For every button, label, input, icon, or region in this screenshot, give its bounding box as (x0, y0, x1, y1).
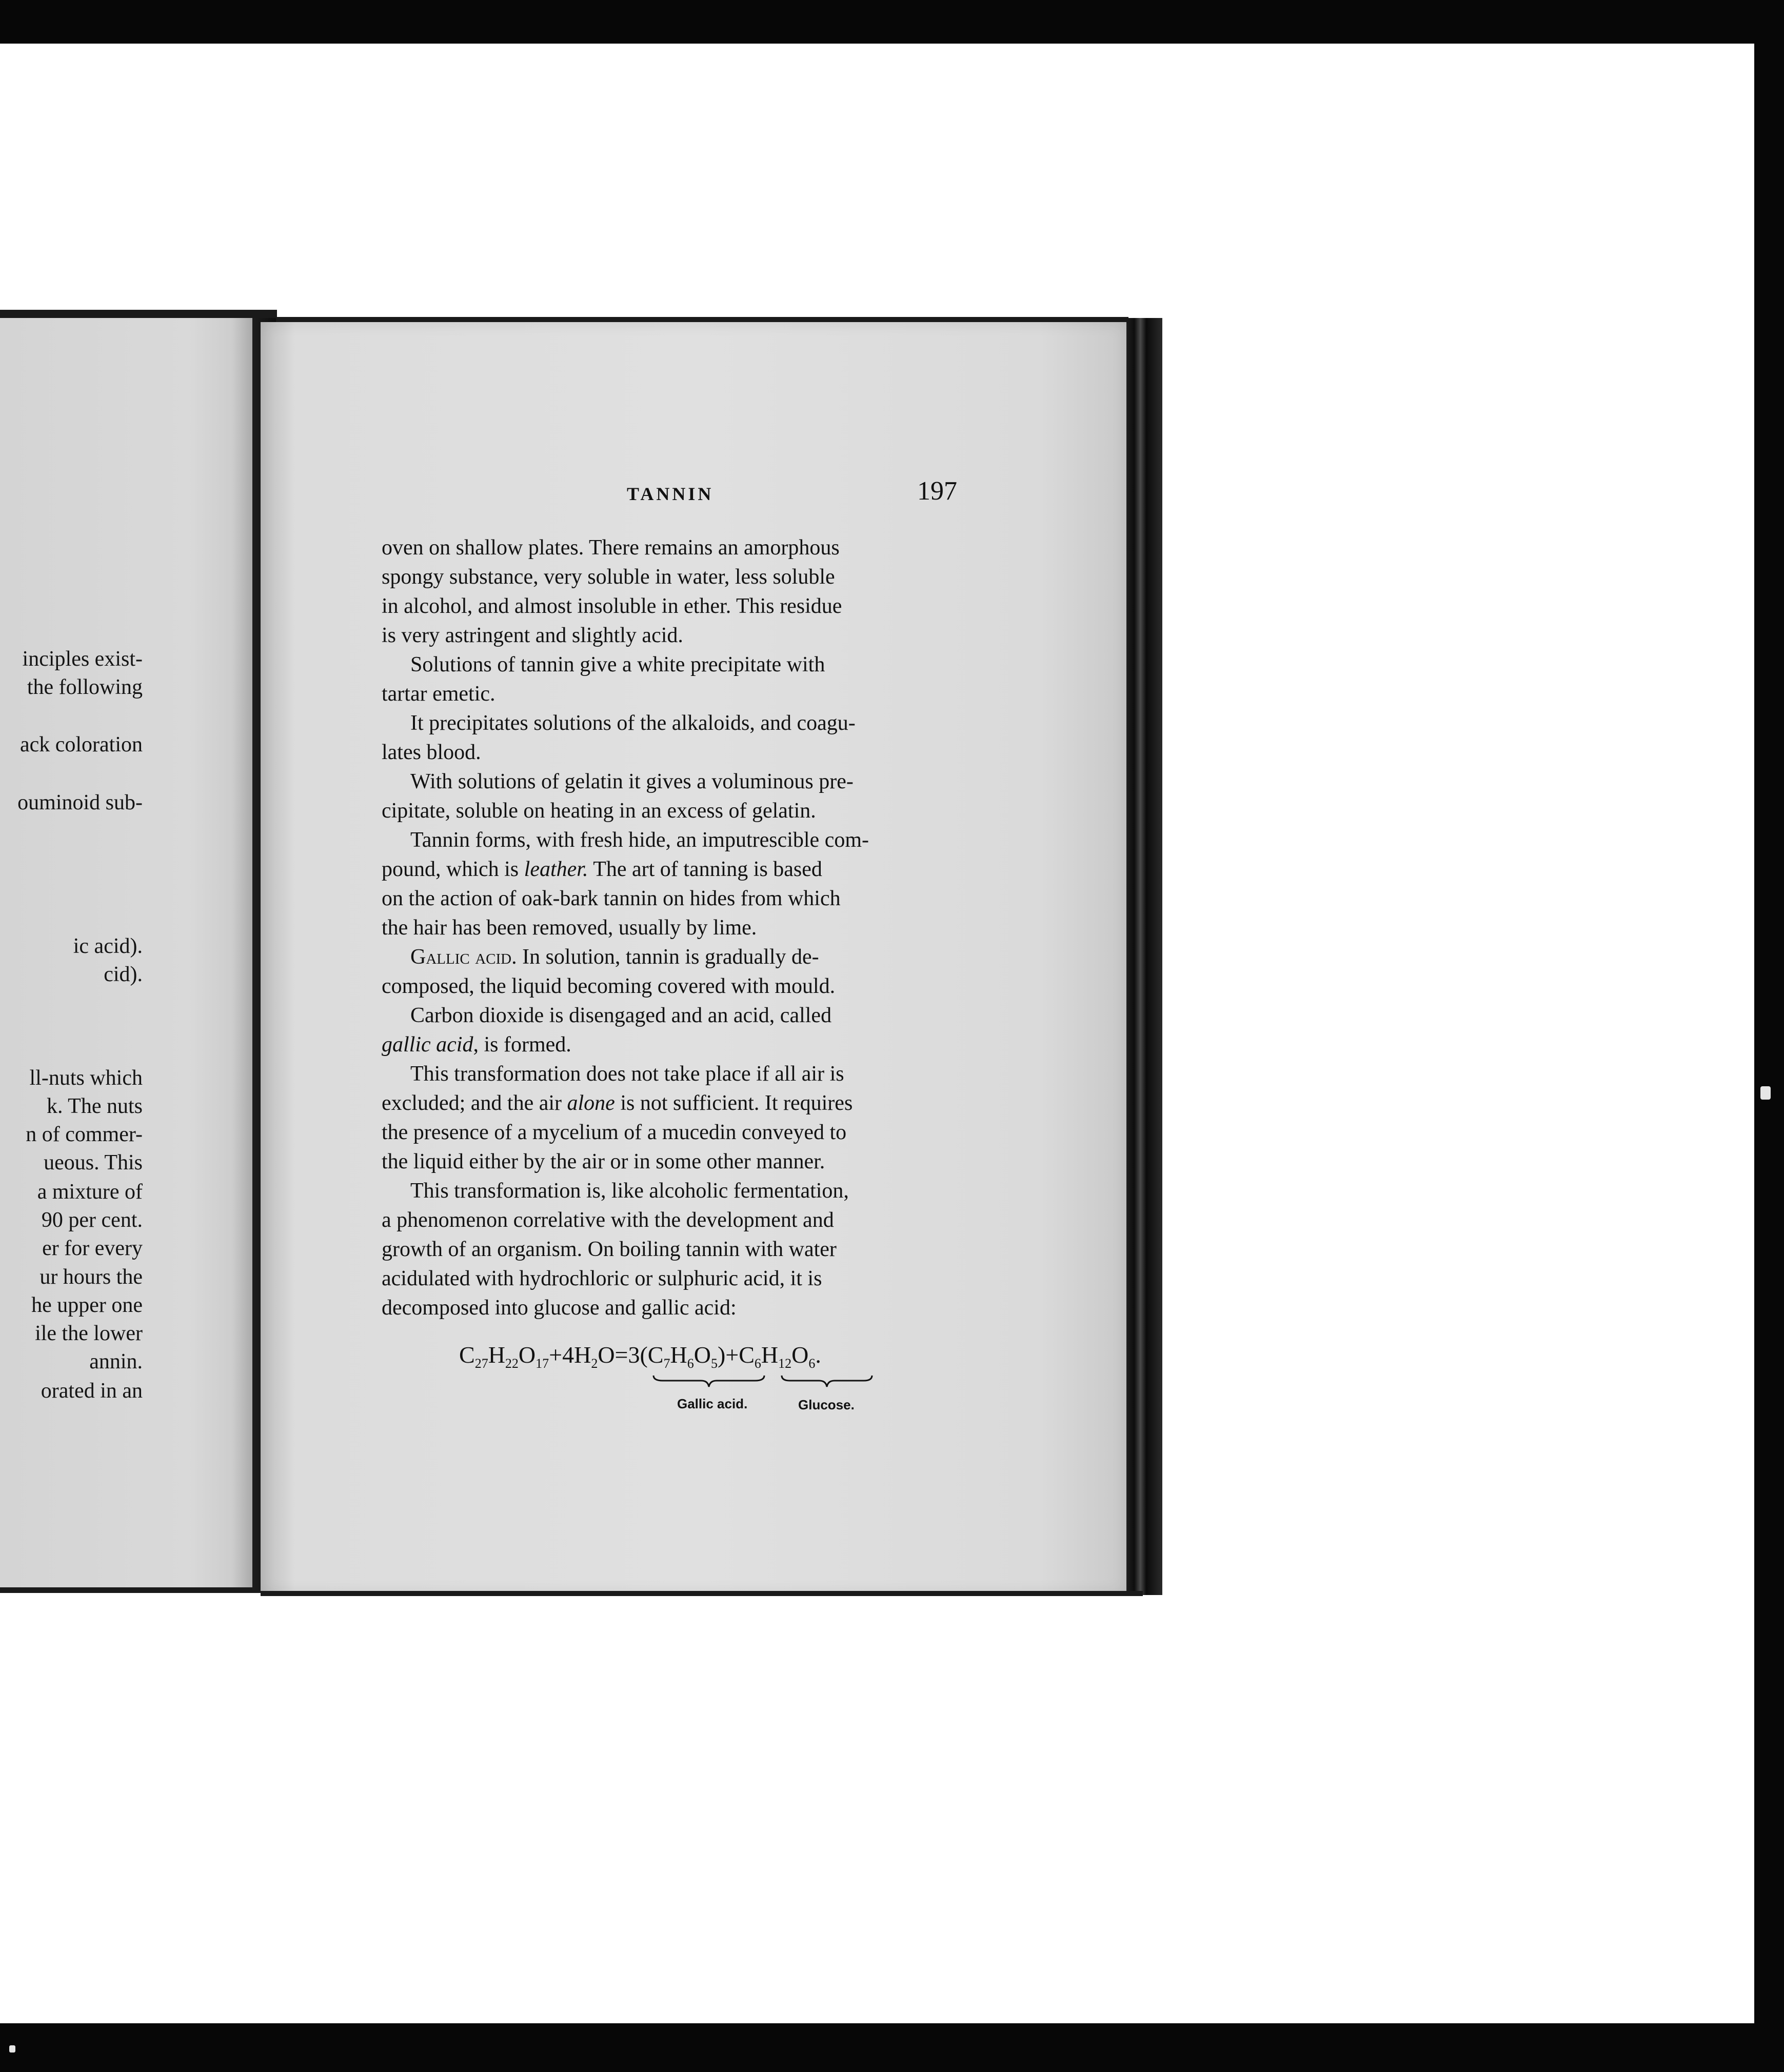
text-line: on the action of oak-bark tannin on hides from which (382, 887, 841, 910)
formula-sub: 22 (505, 1356, 519, 1371)
left-fragment: he upper one (31, 1293, 143, 1317)
text-line: the presence of a mycelium of a mucedin conveyed to (382, 1121, 847, 1144)
left-fragment: inciples exist- (22, 647, 143, 671)
formula-part: +4H (549, 1342, 591, 1368)
text-line: Tannin forms, with fresh hide, an imputrescible com- (410, 828, 869, 852)
formula-part: . (815, 1342, 821, 1368)
formula-part: O (693, 1342, 711, 1368)
text-line: acidulated with hydrochloric or sulphuric acid, it is (382, 1267, 822, 1290)
left-fragment: ouminoid sub- (17, 791, 143, 814)
text-run: , is formed. (473, 1033, 571, 1057)
text-line (382, 855, 959, 884)
left-page (0, 318, 252, 1587)
text-line: This transformation is, like alcoholic fermentation, (410, 1179, 849, 1203)
formula-sub: 6 (754, 1356, 761, 1371)
left-fragment: the following (27, 675, 143, 699)
formula-part: H (670, 1342, 687, 1368)
text-line: is very astringent and slightly acid. (382, 624, 683, 647)
text-line: a phenomenon correlative with the development and (382, 1208, 834, 1232)
underbrace-gallic (652, 1374, 765, 1388)
text-run: The art of tanning is based (588, 858, 822, 881)
text-line: composed, the liquid becoming covered with mould. (382, 974, 836, 998)
text-line: Carbon dioxide is disengaged and an acid, called (410, 1004, 832, 1027)
text-line: the hair has been removed, usually by lime. (382, 916, 757, 940)
left-fragment: er for every (42, 1237, 143, 1260)
formula-part: O (518, 1342, 536, 1368)
left-fragment: 90 per cent. (41, 1208, 143, 1232)
formula-sub: 7 (663, 1356, 670, 1371)
scan-speck (9, 2045, 15, 2053)
text-run: pound, which is (382, 858, 524, 881)
label-gallic-acid: Gallic acid. (677, 1396, 748, 1411)
top-black-band (0, 0, 1784, 44)
text-line: lates blood. (382, 741, 481, 764)
text-line: in alcohol, and almost insoluble in ether. This residue (382, 594, 842, 618)
left-fragment: a mixture of (37, 1180, 143, 1204)
left-fragment: ueous. This (44, 1151, 143, 1174)
text-run: In solution, tannin is gradually de- (517, 945, 819, 969)
right-black-band (1754, 0, 1784, 2072)
text-line: It precipitates solutions of the alkaloids, and coagu- (410, 711, 856, 735)
left-fragment: ile the lower (35, 1322, 143, 1345)
emphasis-alone: alone (567, 1091, 615, 1115)
underbrace-glucose (781, 1374, 873, 1388)
formula-sub: 5 (710, 1356, 718, 1371)
formula-sub: 12 (778, 1356, 792, 1371)
text-line: spongy substance, very soluble in water, less soluble (382, 565, 835, 589)
left-fragment: k. The nuts (46, 1094, 143, 1118)
formula-part: H (761, 1342, 779, 1368)
text-line: With solutions of gelatin it gives a voluminous pre- (410, 770, 854, 793)
bottom-black-band (0, 2023, 1784, 2072)
formula-sub: 27 (474, 1356, 488, 1371)
text-line: the liquid either by the air or in some other manner. (382, 1150, 825, 1173)
left-fragment: annin. (89, 1350, 143, 1373)
text-line: decomposed into glucose and gallic acid: (382, 1296, 737, 1320)
left-fragment: cid). (104, 963, 143, 986)
formula-sub: 6 (687, 1356, 694, 1371)
left-fragment: ll-nuts which (29, 1066, 143, 1090)
formula-part: O=3(C (598, 1342, 664, 1368)
formula-part: O (791, 1342, 809, 1368)
running-head: TANNIN (627, 484, 714, 504)
book-page-edges (1122, 318, 1162, 1595)
formula-part: H (488, 1342, 505, 1368)
formula-sub: 6 (808, 1356, 816, 1371)
section-heading-gallic-acid: Gallic acid. (410, 945, 517, 969)
chemical-equation (459, 1341, 821, 1371)
formula-part: C (459, 1342, 475, 1368)
text-line: tartar emetic. (382, 682, 495, 706)
text-line: Solutions of tannin give a white precipitate with (410, 653, 825, 676)
left-fragment: ur hours the (39, 1265, 143, 1289)
label-glucose: Glucose. (798, 1397, 855, 1412)
emphasis-gallic-acid: gallic acid (382, 1033, 473, 1057)
text-run: excluded; and the air (382, 1091, 567, 1115)
text-line (382, 943, 959, 972)
text-line: growth of an organism. On boiling tannin with water (382, 1238, 837, 1261)
page-number: 197 (917, 476, 957, 506)
left-fragment: ack coloration (19, 733, 143, 756)
formula-sub: 2 (591, 1356, 598, 1371)
formula-sub: 17 (536, 1356, 549, 1371)
emphasis-leather: leather. (524, 858, 588, 881)
text-line: cipitate, soluble on heating in an excess of gelatin. (382, 799, 816, 823)
text-line (382, 1030, 959, 1060)
formula-part: )+C (717, 1342, 755, 1368)
left-fragment: orated in an (41, 1379, 143, 1403)
scan-speck (1760, 1086, 1771, 1100)
text-run: is not sufficient. It requires (615, 1091, 853, 1115)
text-line: oven on shallow plates. There remains an amorphous (382, 536, 840, 560)
text-line: This transformation does not take place if all air is (410, 1062, 844, 1086)
page-bottom-edge (261, 1591, 1143, 1596)
left-fragment: n of commer- (26, 1123, 143, 1146)
body-text (382, 533, 959, 1323)
text-line (382, 1089, 959, 1118)
left-fragment: ic acid). (73, 934, 143, 958)
